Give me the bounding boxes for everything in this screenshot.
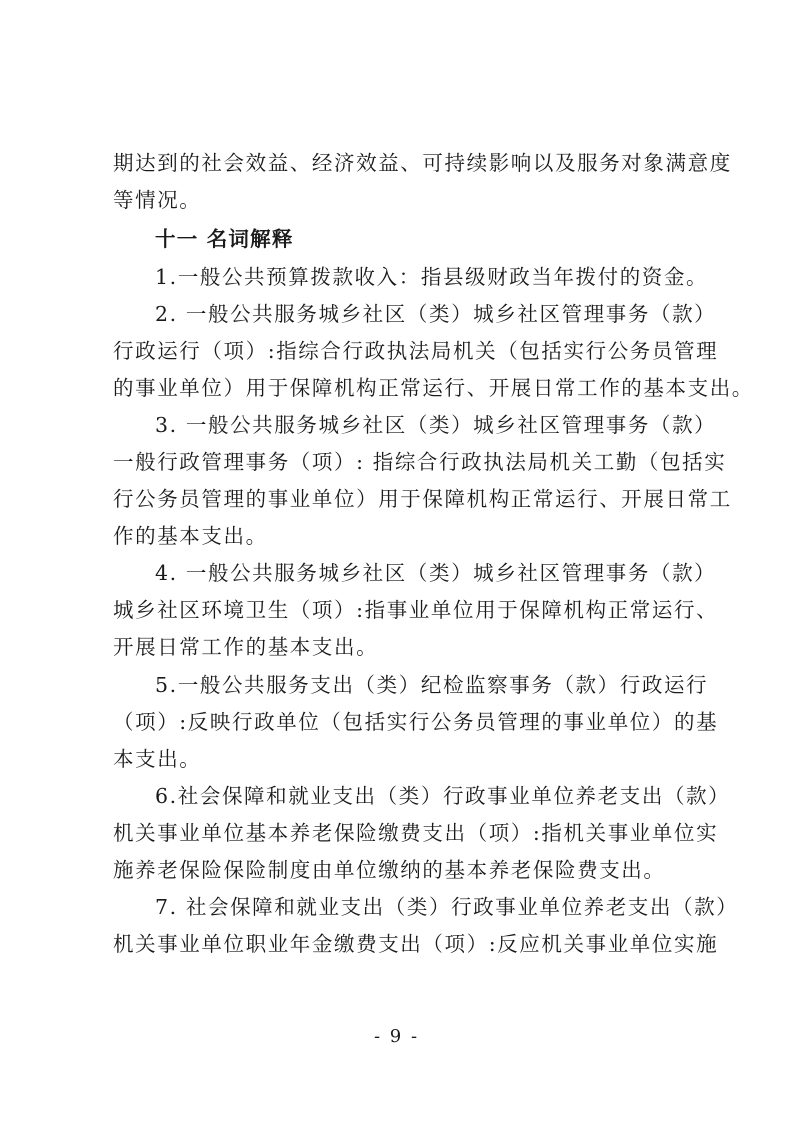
section-heading: 十一 名词解释 (155, 227, 294, 251)
paragraph-line: 1.一般公共预算拨款收入：指县级财政当年拨付的资金。 (155, 265, 709, 289)
paragraph-line: 一般行政管理事务（项）: 指综合行政执法局机关工勤（包括实 (113, 450, 727, 474)
paragraph-line: 等情况。 (113, 188, 202, 212)
paragraph-line: 7. 社会保障和就业支出（类）行政事业单位养老支出（款） (155, 895, 739, 919)
paragraph-line: 4. 一般公共服务城乡社区（类）城乡社区管理事务（款） (155, 561, 717, 585)
paragraph-line: 的事业单位）用于保障机构正常运行、开展日常工作的基本支出。 (113, 376, 754, 400)
paragraph-line: 施养老保险保险制度由单位缴纳的基本养老保险费支出。 (113, 858, 666, 882)
paragraph-line: 机关事业单位基本养老保险缴费支出（项）:指机关事业单位实 (113, 821, 719, 845)
paragraph-line: 行公务员管理的事业单位）用于保障机构正常运行、开展日常工 (113, 487, 732, 511)
paragraph-line: 本支出。 (113, 747, 202, 771)
page-number: - 9 - (373, 1026, 420, 1047)
paragraph-line: （项）:反映行政单位（包括实行公务员管理的事业单位）的基 (113, 710, 719, 734)
paragraph-line: 6.社会保障和就业支出（类）行政事业单位养老支出（款） (155, 784, 731, 808)
paragraph-line: 开展日常工作的基本支出。 (113, 635, 379, 659)
paragraph-line: 3. 一般公共服务城乡社区（类）城乡社区管理事务（款） (155, 413, 717, 437)
paragraph-line: 机关事业单位职业年金缴费支出（项）:反应机关事业单位实施 (113, 932, 719, 956)
paragraph-line: 行政运行（项）:指综合行政执法局机关（包括实行公务员管理 (113, 339, 719, 363)
paragraph-line: 城乡社区环境卫生（项）:指事业单位用于保障机构正常运行、 (113, 598, 719, 622)
paragraph-line: 2. 一般公共服务城乡社区（类）城乡社区管理事务（款） (155, 302, 717, 326)
paragraph-line: 作的基本支出。 (113, 524, 268, 548)
paragraph-line: 期达到的社会效益、经济效益、可持续影响以及服务对象满意度 (113, 151, 732, 175)
paragraph-line: 5.一般公共服务支出（类）纪检监察事务（款）行政运行 (155, 673, 709, 697)
